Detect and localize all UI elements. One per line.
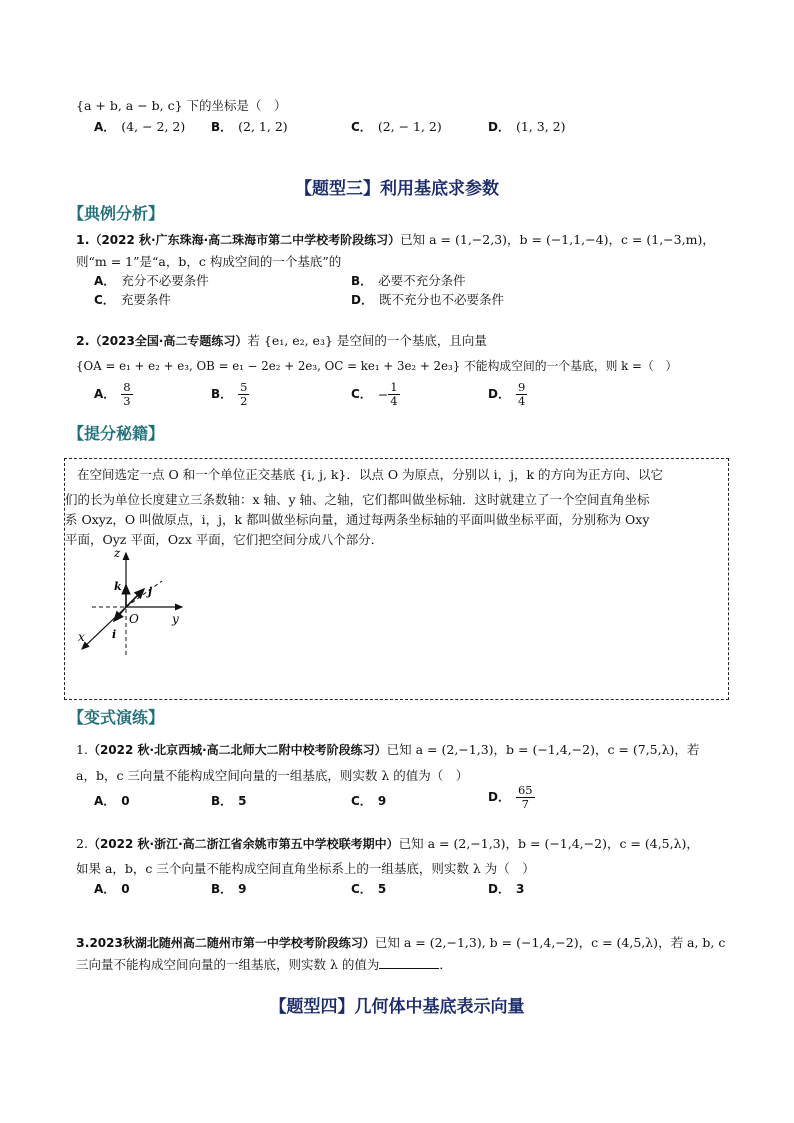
heading-type-4: 【题型四】几何体中基底表示向量 [269, 997, 525, 1017]
example-1-stem-2: 则“m = 1”是“a，b，c 构成空间的一个基底”的 [76, 254, 342, 269]
tips-line-2: 们的长为单位长度建立三条数轴：x 轴、y 轴、之轴，它们都叫做坐标轴．这时就建立了一个空间直角坐标 [65, 492, 650, 507]
x-axis-dashed [126, 581, 162, 607]
label-x: x [78, 630, 85, 644]
practice-2-option-b[interactable]: B． 9 [211, 882, 247, 896]
label-y: y [172, 612, 179, 626]
label-i: i [112, 628, 117, 641]
top-option-d[interactable]: D． (1, 3, 2) [488, 119, 566, 134]
label-z: z [114, 546, 121, 560]
practice-2-stem-2: 如果 a，b，c 三个向量不能构成空间直角坐标系上的一组基底，则实数 λ 为（ ） [76, 861, 535, 876]
example-2-stem: 2.（2023全国·高二专题练习）若 {e₁, e₂, e₃} 是空间的一个基底，且向量 [76, 333, 487, 348]
section-example-analysis: 【典例分析】 [68, 204, 165, 223]
practice-2-option-d[interactable]: D． 3 [488, 882, 525, 896]
example-1-option-b[interactable]: B． 必要不充分条件 [351, 273, 466, 288]
tips-line-1: 在空间选定一点 O 和一个单位正交基底 {i, j, k}．以点 O 为原点，分别以 i，j，k 的方向为正方向、以它 [77, 467, 664, 482]
top-question-basis: {a + b, a − b, c} 下的坐标是（ ） [76, 98, 287, 113]
example-1-option-c[interactable]: C． 充要条件 [94, 292, 171, 307]
label-origin: O [129, 612, 139, 626]
tips-line-3: 系 Oxyz，O 叫做原点，i，j，k 都叫做坐标向量，通过每两条坐标轴的平面叫做坐标平面，分别称为 Oxy [65, 512, 650, 527]
practice-3-stem-2: 三向量不能构成空间向量的一组基底，则实数 λ 的值为 ． [76, 957, 452, 972]
example-2-option-d[interactable]: D． $\frac{9}{4}$ [488, 380, 526, 408]
heading-type-3: 【题型三】利用基底求参数 [295, 179, 499, 199]
practice-1-option-c[interactable]: C． 9 [351, 794, 387, 808]
practice-1-option-b[interactable]: B． 5 [211, 794, 247, 808]
practice-1-stem: 1.（2022 秋·北京西城·高二北师大二附中校考阶段练习）已知 a = (2,−1,3)，b = (−1,4,−2)，c = (7,5,λ)，若 [76, 742, 700, 757]
section-tips: 【提分秘籍】 [68, 424, 165, 443]
practice-1-stem-2: a，b，c 三向量不能构成空间向量的一组基底，则实数 λ 的值为（ ） [76, 768, 469, 783]
label-j: j [148, 585, 152, 598]
example-1-option-a[interactable]: A． 充分不必要条件 [94, 273, 209, 288]
top-option-a[interactable]: A． (4, − 2, 2) [94, 119, 186, 134]
example-1-stem: 1.（2022 秋·广东珠海·高二珠海市第二中学校考阶段练习）已知 a = (1,−2,3)，b = (−1,1,−4)，c = (1,−3,m)， [76, 232, 715, 247]
vector-i [114, 607, 126, 621]
practice-2-option-a[interactable]: A． 0 [94, 882, 130, 896]
example-2-option-c[interactable]: C． − $\frac{1}{4}$ [351, 380, 398, 408]
x-axis [82, 607, 126, 649]
example-1-option-d[interactable]: D． 既不充分也不必要条件 [351, 292, 504, 307]
practice-2-option-c[interactable]: C． 5 [351, 882, 387, 896]
practice-1-option-d[interactable]: D． $\frac{65}{7}$ [488, 783, 533, 811]
vector-j [126, 589, 144, 607]
label-k: k [114, 580, 122, 593]
example-2-option-b[interactable]: B． $\frac{5}{2}$ [211, 380, 248, 408]
top-option-c[interactable]: C． (2, − 1, 2) [351, 119, 442, 134]
practice-2-stem: 2.（2022 秋·浙江·高二浙江省余姚市第五中学校联考期中）已知 a = (2,−1,3)，b = (−1,4,−2)，c = (4,5,λ)， [76, 836, 699, 851]
example-2-option-a[interactable]: A． $\frac{8}{3}$ [94, 380, 131, 408]
answer-blank[interactable] [379, 956, 439, 969]
section-practice: 【变式演练】 [68, 708, 165, 727]
tips-line-4: 平面，Oyz 平面，Ozx 平面，它们把空间分成八个部分． [65, 532, 384, 547]
coordinate-system-diagram [74, 545, 204, 660]
example-2-stem-2: {OA = e₁ + e₂ + e₃, OB = e₁ − 2e₂ + 2e₃, OC = ke₁ + 3e₂ + 2e₃} 不能构成空间的一个基底，则 k =（ ） [76, 359, 678, 373]
top-option-b[interactable]: B． (2, 1, 2) [211, 119, 288, 134]
practice-1-option-a[interactable]: A． 0 [94, 794, 130, 808]
practice-3-stem: 3.2023秋湖北随州高二随州市第一中学校考阶段练习）已知 a = (2,−1,3), b = (−1,4,−2)，c = (4,5,λ)，若 a, b, c [76, 935, 726, 950]
